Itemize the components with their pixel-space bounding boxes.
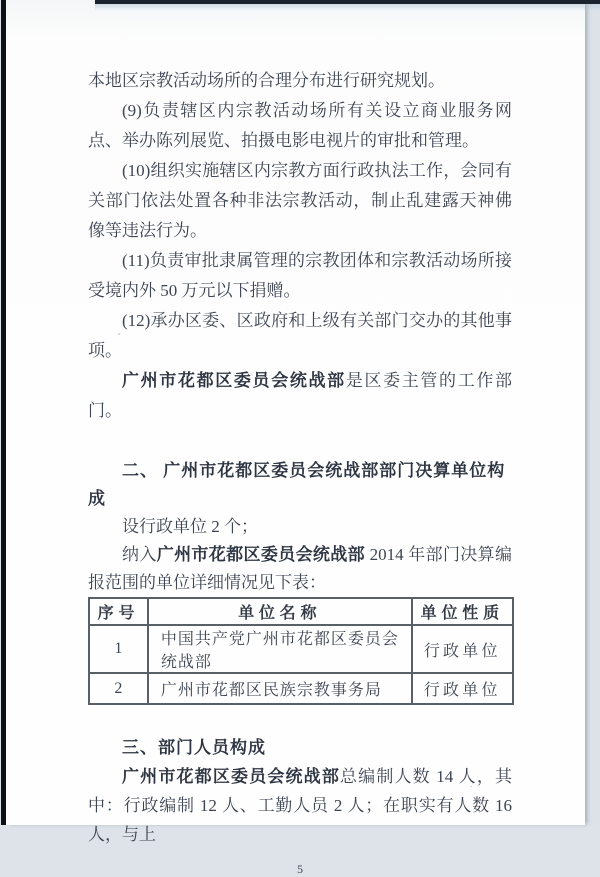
paragraph-item-11: (11)负责审批隶属管理的宗教团体和宗教活动场所接受境内外 50 万元以下捐赠。 bbox=[88, 251, 512, 300]
unit-name: 广州市花都区民族宗教事务局 bbox=[148, 673, 412, 704]
paragraph-item-12: (12)承办区委、区政府和上级有关部门交办的其他事项。 bbox=[88, 311, 512, 360]
section2-body bbox=[88, 513, 512, 597]
paper bbox=[6, 0, 585, 876]
unit-no: 2 bbox=[89, 673, 148, 704]
scan-speck bbox=[158, 748, 160, 750]
unit-type: 行政单位 bbox=[412, 673, 513, 704]
scan-speck bbox=[118, 333, 120, 335]
table-row bbox=[89, 673, 513, 704]
section2-heading: 二、 广州市花都区委员会统战部部门决算单位构成 bbox=[88, 461, 506, 508]
paragraph-item-10: (10)组织实施辖区内宗教方面行政执法工作，会同有关部门依法处置各种非法宗教活动，制止乱建露天神佛像等违法行为。 bbox=[88, 161, 512, 240]
section3-paragraph bbox=[88, 762, 512, 849]
department-name-bold: 广州市花都区委员会统战部 bbox=[156, 545, 366, 564]
unit-name: 中国共产党广州市花都区委员会统战部 bbox=[148, 625, 412, 673]
section2-line-scope bbox=[88, 541, 512, 597]
department-name-bold: 广州市花都区委员会统战部 bbox=[122, 371, 346, 390]
section2-line-units: 设行政单位 2 个； bbox=[122, 517, 258, 536]
scan-speck bbox=[470, 786, 472, 787]
scan-edge-top-shadow bbox=[95, 4, 600, 11]
document-content bbox=[6, 0, 585, 877]
section3-body bbox=[88, 762, 512, 849]
unit-table-header-type: 单位性质 bbox=[412, 598, 513, 625]
staffing-text: 总编制人数 14 人，其中：行政编制 12 人、工勤人员 2 人；在职实有人数 16 人，与上 bbox=[88, 767, 512, 844]
scanner-bed-right bbox=[585, 0, 600, 825]
unit-no: 1 bbox=[89, 625, 148, 673]
paragraph-continuation: 本地区宗教活动场所的合理分布进行研究规划。 bbox=[88, 71, 445, 90]
table-row bbox=[89, 625, 513, 673]
paragraph-item-9: (9)负责辖区内宗教活动场所有关设立商业服务网点、举办陈列展览、拍摄电影电视片的审批和管理。 bbox=[88, 101, 512, 150]
unit-table bbox=[88, 597, 514, 705]
unit-table-header-no: 序号 bbox=[89, 598, 148, 625]
scope-prefix: 纳入 bbox=[122, 545, 157, 564]
scope-tail: 2014 年部门决算编报范围的单位详细情况见下表： bbox=[88, 545, 513, 592]
page-number: 5 bbox=[297, 862, 303, 876]
paragraph-department-role bbox=[88, 366, 512, 426]
section3-heading: 三、部门人员构成 bbox=[122, 738, 266, 757]
department-role-text: 是区委主管的工作部门。 bbox=[88, 371, 513, 420]
scan-edge-left bbox=[1, 0, 6, 825]
unit-table-header-name: 单位名称 bbox=[148, 598, 412, 625]
department-name-bold: 广州市花都区委员会统战部 bbox=[122, 767, 340, 786]
unit-type: 行政单位 bbox=[412, 625, 513, 673]
unit-table-header-row bbox=[89, 598, 513, 625]
